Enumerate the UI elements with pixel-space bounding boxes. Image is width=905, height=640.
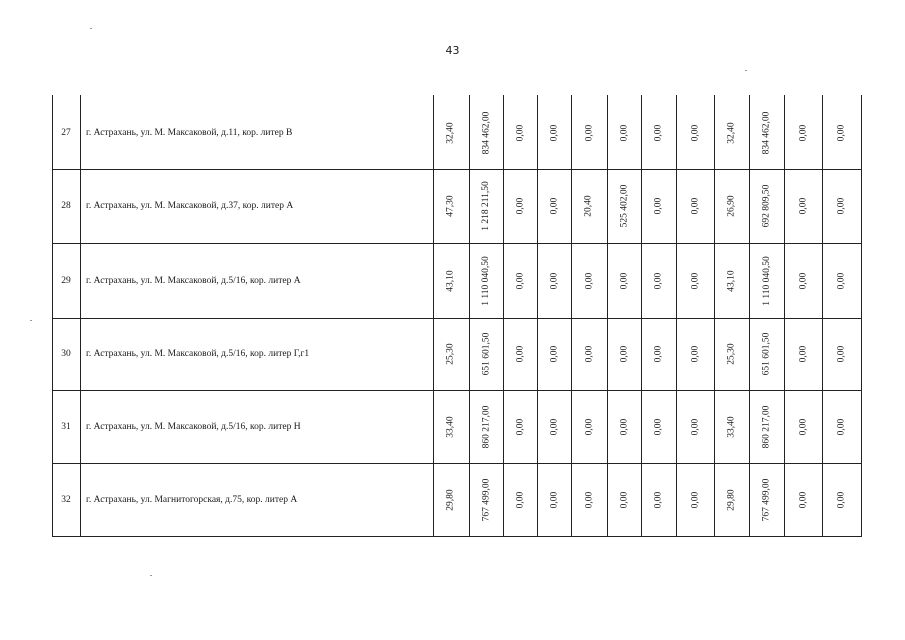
value-text: 1 110 040,50 xyxy=(481,255,491,306)
value-text: 0,00 xyxy=(549,272,559,289)
value-cell xyxy=(676,243,714,318)
value-text: 0,00 xyxy=(836,345,847,363)
value-cell xyxy=(503,318,537,390)
value-cell xyxy=(714,169,749,243)
value-text: 1 218 211,50 xyxy=(481,181,491,231)
value-cell xyxy=(784,243,822,318)
value-text: 0,00 xyxy=(653,418,664,435)
address-cell: г. Астрахань, ул. М. Максаковой, д.5/16, кор. литер Г,г1 xyxy=(86,349,310,359)
value-cell xyxy=(571,390,607,463)
value-text: 0,00 xyxy=(619,124,629,142)
value-cell xyxy=(469,243,503,318)
value-cell xyxy=(537,97,571,169)
value-cell xyxy=(537,243,571,318)
value-text: 0,00 xyxy=(690,124,700,142)
value-text: 29,80 xyxy=(726,488,737,511)
value-cell xyxy=(607,463,641,536)
value-cell xyxy=(822,97,861,169)
value-cell xyxy=(607,97,641,169)
value-cell xyxy=(749,243,784,318)
value-cell xyxy=(641,243,676,318)
value-text: 0,00 xyxy=(836,491,847,508)
value-cell xyxy=(714,390,749,463)
value-cell xyxy=(571,169,607,243)
value-cell xyxy=(537,169,571,243)
value-cell xyxy=(676,97,714,169)
value-cell xyxy=(469,318,503,390)
value-text: 0,00 xyxy=(836,124,847,142)
value-text: 29,80 xyxy=(446,488,456,511)
value-cell xyxy=(571,463,607,536)
address-cell: г. Астрахань, ул. Магнитогорская, д.75, кор. литер А xyxy=(86,494,298,505)
value-text: 0,00 xyxy=(798,345,808,363)
value-text: 0,00 xyxy=(798,418,808,435)
value-text: 0,00 xyxy=(515,418,525,435)
value-text: 0,00 xyxy=(584,491,594,508)
value-text: 0,00 xyxy=(619,272,629,289)
value-cell xyxy=(607,169,641,243)
value-cell xyxy=(641,390,676,463)
value-text: 0,00 xyxy=(653,124,664,142)
value-text: 1 110 040,50 xyxy=(761,255,772,306)
value-cell xyxy=(571,318,607,390)
value-text: 0,00 xyxy=(515,124,525,142)
address-cell: г. Астрахань, ул. М. Максаковой, д.5/16, кор. литер А xyxy=(86,275,301,286)
value-cell xyxy=(503,169,537,243)
value-cell xyxy=(433,97,469,169)
value-text: 767 499,00 xyxy=(481,478,491,521)
value-text: 0,00 xyxy=(515,197,525,215)
value-text: 33,40 xyxy=(726,415,737,438)
value-cell xyxy=(607,243,641,318)
value-cell xyxy=(641,463,676,536)
value-text: 860 217,00 xyxy=(761,405,772,448)
value-text: 0,00 xyxy=(836,272,847,289)
value-text: 0,00 xyxy=(653,272,664,289)
row-number: 27 xyxy=(61,128,71,138)
value-text: 0,00 xyxy=(584,418,594,435)
value-text: 0,00 xyxy=(549,124,559,142)
value-text: 25,30 xyxy=(726,343,737,365)
value-cell xyxy=(433,390,469,463)
value-cell xyxy=(469,169,503,243)
value-text: 525 402,00 xyxy=(619,184,629,228)
value-text: 651 601,50 xyxy=(761,332,772,376)
value-cell xyxy=(714,318,749,390)
row-number: 32 xyxy=(61,494,71,505)
value-text: 0,00 xyxy=(798,124,808,142)
value-text: 834 462,00 xyxy=(761,111,772,155)
value-text: 0,00 xyxy=(798,197,808,215)
value-text: 0,00 xyxy=(690,491,700,508)
value-cell xyxy=(749,169,784,243)
value-text: 651 601,50 xyxy=(481,332,491,376)
value-cell xyxy=(469,390,503,463)
value-text: 0,00 xyxy=(515,491,525,508)
value-cell xyxy=(749,97,784,169)
value-text: 834 462,00 xyxy=(481,111,491,155)
value-cell xyxy=(571,243,607,318)
value-cell xyxy=(676,463,714,536)
value-cell xyxy=(607,390,641,463)
value-cell xyxy=(784,169,822,243)
value-cell xyxy=(503,390,537,463)
value-cell xyxy=(433,318,469,390)
value-cell xyxy=(433,463,469,536)
address-cell: г. Астрахань, ул. М. Максаковой, д.5/16, кор. литер Н xyxy=(86,421,301,432)
address-cell: г. Астрахань, ул. М. Максаковой, д.11, кор. литер В xyxy=(86,128,293,138)
value-cell xyxy=(676,169,714,243)
value-text: 0,00 xyxy=(619,418,629,435)
value-text: 0,00 xyxy=(619,491,629,508)
value-text: 0,00 xyxy=(836,197,847,215)
value-cell xyxy=(784,318,822,390)
value-cell xyxy=(469,463,503,536)
value-cell xyxy=(676,390,714,463)
value-cell xyxy=(714,463,749,536)
value-cell xyxy=(571,97,607,169)
scan-speck xyxy=(30,320,32,321)
row-number: 28 xyxy=(61,201,71,211)
value-cell xyxy=(784,390,822,463)
value-text: 26,90 xyxy=(726,195,737,217)
value-cell xyxy=(641,97,676,169)
address-cell: г. Астрахань, ул. М. Максаковой, д.37, кор. литер А xyxy=(86,201,294,211)
value-text: 43,10 xyxy=(446,269,456,292)
value-text: 0,00 xyxy=(619,345,629,363)
value-text: 33,40 xyxy=(446,415,456,438)
value-cell xyxy=(607,318,641,390)
value-cell xyxy=(503,463,537,536)
value-text: 0,00 xyxy=(836,418,847,435)
value-text: 0,00 xyxy=(549,345,559,363)
value-cell xyxy=(822,318,861,390)
value-cell xyxy=(784,97,822,169)
scan-speck xyxy=(90,28,92,29)
value-text: 47,30 xyxy=(446,195,456,217)
value-cell xyxy=(676,318,714,390)
page-number: 43 xyxy=(445,44,460,57)
value-cell xyxy=(749,390,784,463)
value-cell xyxy=(784,463,822,536)
value-text: 0,00 xyxy=(690,272,700,289)
row-number: 30 xyxy=(61,349,71,359)
value-cell xyxy=(822,169,861,243)
row-number: 29 xyxy=(61,275,71,286)
value-cell xyxy=(433,243,469,318)
value-text: 20,40 xyxy=(584,195,594,217)
value-cell xyxy=(641,169,676,243)
value-text: 0,00 xyxy=(690,418,700,435)
value-cell xyxy=(537,390,571,463)
value-cell xyxy=(433,169,469,243)
value-cell xyxy=(469,97,503,169)
value-cell xyxy=(822,463,861,536)
value-text: 0,00 xyxy=(549,491,559,508)
scan-speck xyxy=(745,70,747,71)
value-text: 0,00 xyxy=(515,272,525,289)
value-text: 43,10 xyxy=(726,269,737,292)
value-text: 0,00 xyxy=(549,418,559,435)
value-text: 0,00 xyxy=(690,197,700,215)
column-border xyxy=(861,95,862,536)
value-text: 767 499,00 xyxy=(761,478,772,521)
value-cell xyxy=(537,463,571,536)
value-text: 0,00 xyxy=(584,345,594,363)
value-cell xyxy=(822,390,861,463)
value-text: 0,00 xyxy=(798,491,808,508)
value-cell xyxy=(714,243,749,318)
value-text: 0,00 xyxy=(653,345,664,363)
value-text: 0,00 xyxy=(653,491,664,508)
value-text: 0,00 xyxy=(549,197,559,215)
value-text: 860 217,00 xyxy=(481,405,491,448)
value-text: 32,40 xyxy=(726,122,737,144)
value-cell xyxy=(749,318,784,390)
value-cell xyxy=(714,97,749,169)
value-text: 692 809,50 xyxy=(761,184,772,228)
value-cell xyxy=(537,318,571,390)
value-text: 0,00 xyxy=(690,345,700,363)
value-cell xyxy=(749,463,784,536)
value-text: 32,40 xyxy=(446,122,456,144)
value-cell xyxy=(822,243,861,318)
scan-speck xyxy=(150,575,152,576)
value-text: 0,00 xyxy=(584,124,594,142)
value-text: 25,30 xyxy=(446,343,456,365)
value-text: 0,00 xyxy=(515,345,525,363)
value-text: 0,00 xyxy=(584,272,594,289)
value-text: 0,00 xyxy=(653,197,664,215)
value-text: 0,00 xyxy=(798,272,808,289)
value-cell xyxy=(641,318,676,390)
value-cell xyxy=(503,97,537,169)
row-border xyxy=(52,536,862,537)
value-cell xyxy=(503,243,537,318)
row-number: 31 xyxy=(61,421,71,432)
